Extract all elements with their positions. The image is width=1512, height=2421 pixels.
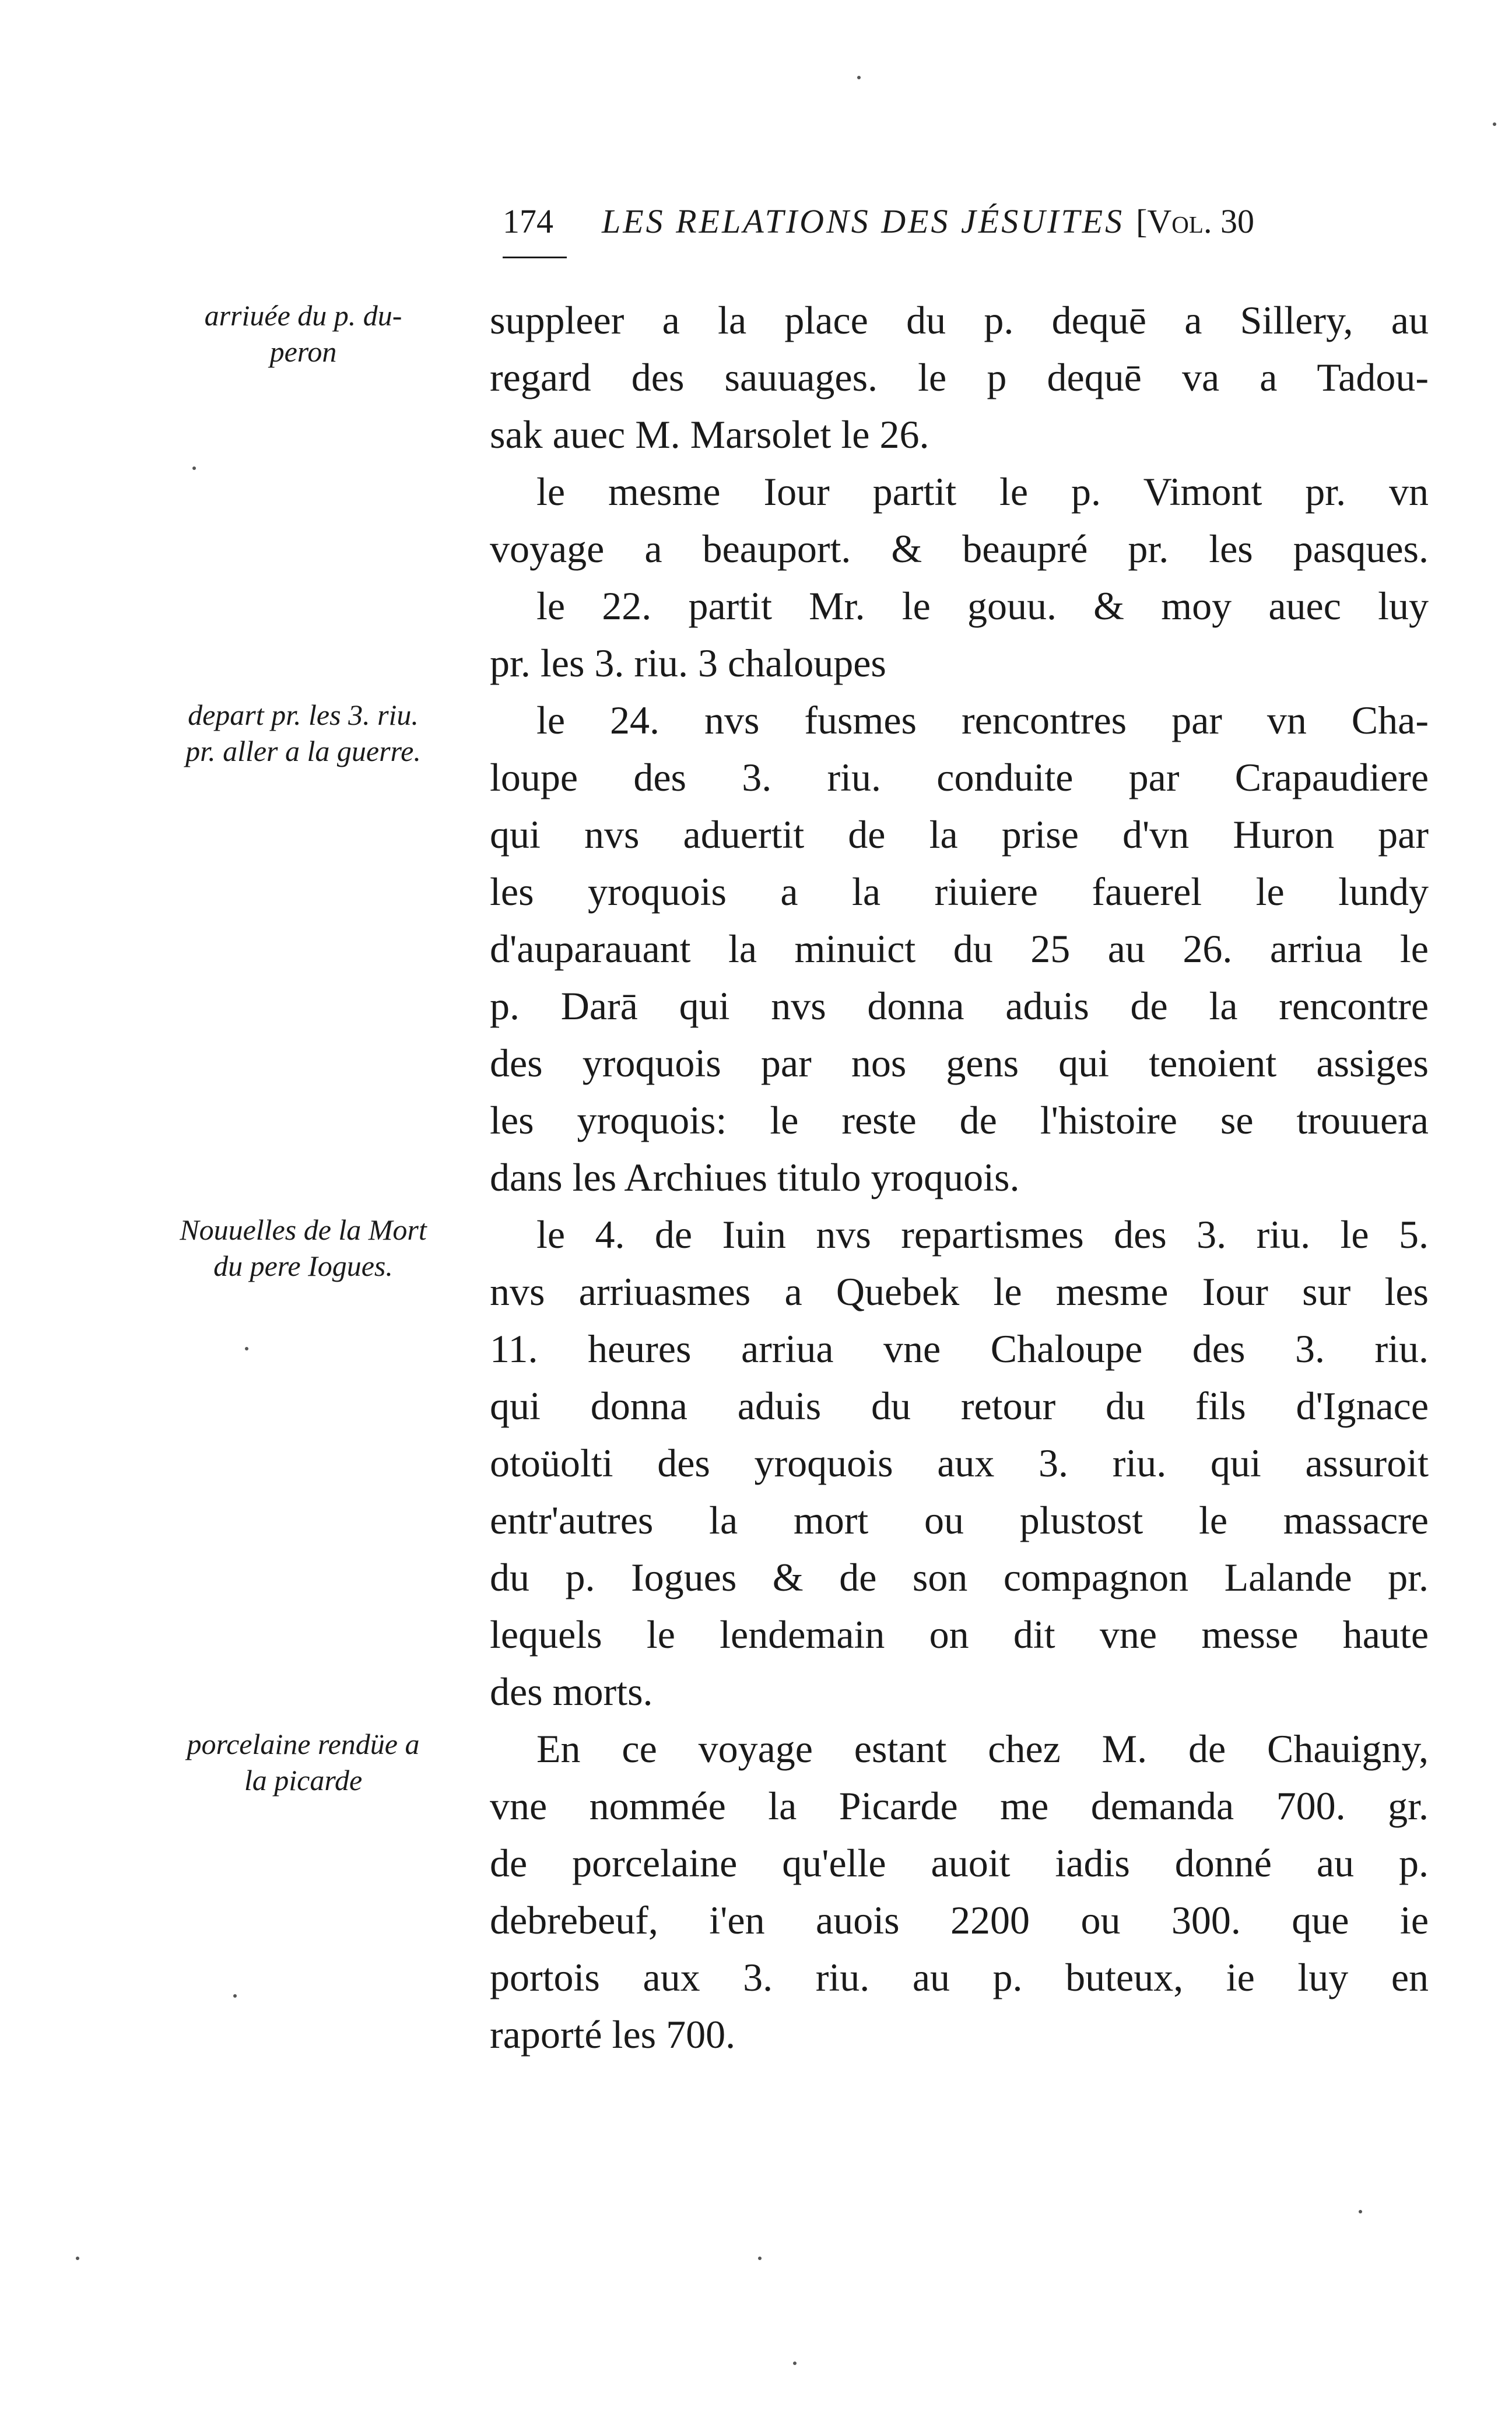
paragraph	[490, 692, 1429, 1206]
scan-speck	[76, 2257, 79, 2260]
scan-speck	[857, 76, 861, 79]
text-line: pr. les 3. riu. 3 chaloupes	[490, 641, 886, 685]
text-line: des morts.	[490, 1669, 653, 1714]
text-line: otoüolti des yroquois aux 3. riu. qui assuroit	[490, 1441, 1429, 1485]
text-line: voyage a beauport. & beaupré pr. les pasques.	[490, 527, 1429, 571]
text-line: le 24. nvs fusmes rencontres par vn Cha-	[536, 698, 1429, 742]
page-number: 174	[503, 202, 553, 240]
running-header	[503, 195, 1436, 248]
running-title: LES RELATIONS DES JÉSUITES	[602, 202, 1125, 240]
scan-speck	[245, 1347, 248, 1350]
text-line: entr'autres la mort ou plustost le massacre	[490, 1498, 1429, 1542]
sidenote-line: du pere Iogues.	[213, 1250, 393, 1282]
sidenote-line: arriuée du p. du-	[204, 299, 402, 332]
text-line: raporté les 700.	[490, 2012, 736, 2057]
text-line: portois aux 3. riu. au p. buteux, ie luy en	[490, 1955, 1429, 1999]
text-line: qui donna aduis du retour du fils d'Ignace	[490, 1384, 1429, 1428]
sidenote-line: pr. aller a la guerre.	[185, 735, 421, 767]
header-rule	[503, 257, 567, 258]
text-line: nvs arriuasmes a Quebek le mesme Iour sur les	[490, 1269, 1429, 1314]
text-line: suppleer a la place du p. dequē a Sillery, au	[490, 298, 1429, 342]
sidenote-line: peron	[269, 335, 337, 368]
paragraph	[490, 1720, 1429, 2063]
text-line: le 4. de Iuin nvs repartismes des 3. riu. le 5.	[536, 1212, 1429, 1257]
paragraph	[490, 292, 1429, 463]
text-line: regard des sauuages. le p dequē va a Tadou-	[490, 355, 1429, 399]
paragraph	[490, 577, 1429, 692]
text-line: le mesme Iour partit le p. Vimont pr. vn	[536, 469, 1429, 514]
text-line: 11. heures arriua vne Chaloupe des 3. riu.	[490, 1327, 1429, 1371]
scan-speck	[1493, 122, 1496, 126]
text-line: les yroquois: le reste de l'histoire se trouuera	[490, 1098, 1429, 1142]
text-line: loupe des 3. riu. conduite par Crapaudiere	[490, 755, 1429, 799]
volume-label: [Vol. 30	[1136, 202, 1254, 240]
sidenote-porcelain	[117, 1726, 490, 1798]
text-line: En ce voyage estant chez M. de Chauigny,	[536, 1727, 1429, 1771]
scan-speck	[793, 2362, 797, 2365]
sidenote-departure	[117, 697, 490, 769]
sidenote-line: depart pr. les 3. riu.	[188, 699, 419, 731]
sidenote-line: la picarde	[244, 1764, 363, 1797]
text-line: le 22. partit Mr. le gouu. & moy auec luy	[536, 584, 1429, 628]
text-line: les yroquois a la riuiere fauerel le lundy	[490, 869, 1429, 914]
paragraph	[490, 463, 1429, 577]
text-line: p. Darā qui nvs donna aduis de la rencontre	[490, 984, 1429, 1028]
text-line: debrebeuf, i'en auois 2200 ou 300. que ie	[490, 1898, 1429, 1942]
sidenote-line: Nouuelles de la Mort	[180, 1213, 427, 1246]
scan-speck	[758, 2257, 762, 2260]
scan-speck	[1359, 2210, 1362, 2213]
text-line: sak auec M. Marsolet le 26.	[490, 412, 929, 457]
text-line: vne nommée la Picarde me demanda 700. gr.	[490, 1784, 1429, 1828]
sidenote-arrival-duperon	[117, 297, 490, 370]
sidenote-news-of-death	[117, 1212, 490, 1284]
text-line: de porcelaine qu'elle auoit iadis donné au p.	[490, 1841, 1429, 1885]
text-line: lequels le lendemain on dit vne messe haute	[490, 1612, 1429, 1657]
scan-speck	[192, 466, 196, 470]
text-line: des yroquois par nos gens qui tenoient assiges	[490, 1041, 1429, 1085]
text-line: du p. Iogues & de son compagnon Lalande pr.	[490, 1555, 1429, 1599]
paragraph	[490, 1206, 1429, 1720]
scan-speck	[233, 1994, 237, 1998]
text-line: dans les Archiues titulo yroquois.	[490, 1155, 1020, 1199]
main-text	[490, 292, 1429, 2063]
text-line: d'auparauant la minuict du 25 au 26. arriua le	[490, 927, 1429, 971]
sidenote-line: porcelaine rendüe a	[187, 1728, 420, 1760]
text-line: qui nvs aduertit de la prise d'vn Huron par	[490, 812, 1429, 857]
